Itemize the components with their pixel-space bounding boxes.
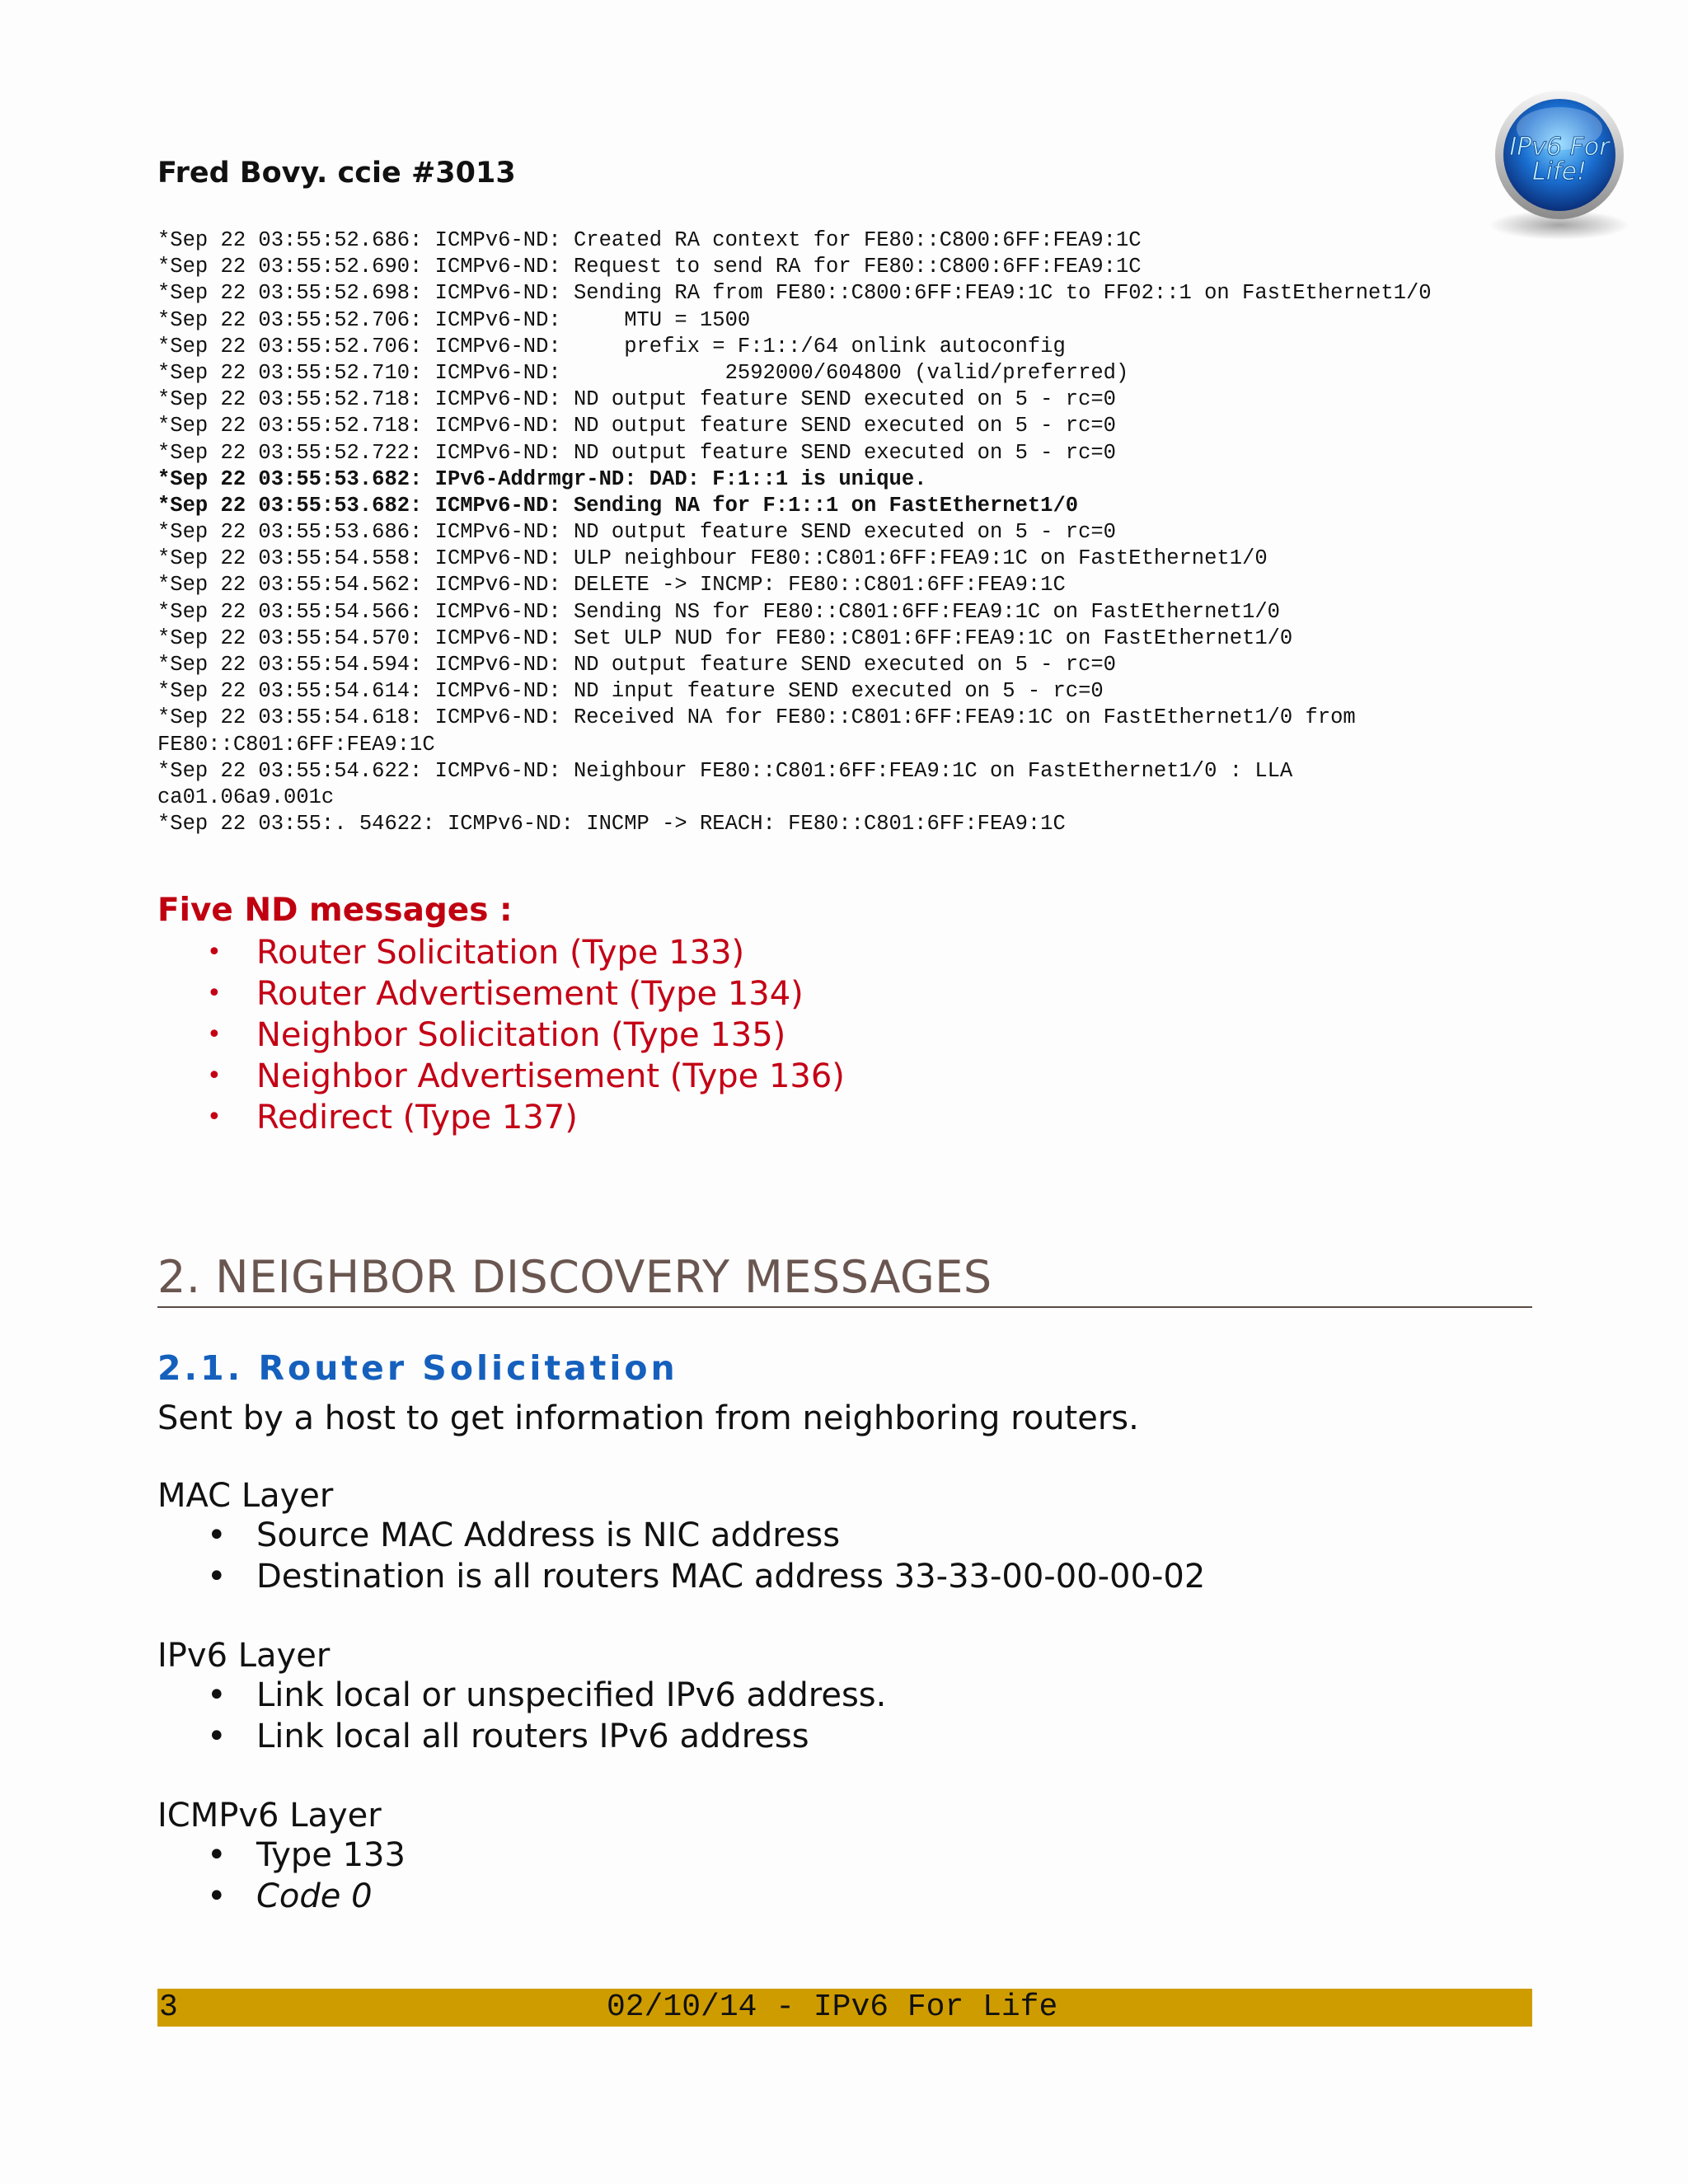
log-line: *Sep 22 03:55:53.682: ICMPv6-ND: Sending NA for F:1::1 on FastEthernet1/0 (157, 493, 1079, 518)
list-item-text: Type 133 (256, 1836, 406, 1874)
log-line: *Sep 22 03:55:54.566: ICMPv6-ND: Sending NS for FE80::C801:6FF:FEA9:1C on FastEthernet1/0 (157, 599, 1280, 624)
log-line: *Sep 22 03:55:52.718: ICMPv6-ND: ND output feature SEND executed on 5 - rc=0 (157, 387, 1116, 412)
list-item-text: Neighbor Solicitation (Type 135) (256, 1016, 786, 1054)
list-item-text: Link local or unspecified IPv6 address. (256, 1676, 887, 1714)
list-item (207, 1097, 845, 1138)
subsection-title: 2.1. Router Solicitation (157, 1348, 678, 1388)
log-line: *Sep 22 03:55:52.698: ICMPv6-ND: Sending RA from FE80::C800:6FF:FEA9:1C to FF02::1 on FastEthernet1/0 (157, 281, 1432, 306)
nd-messages-heading: Five ND messages : (157, 892, 513, 929)
log-line: *Sep 22 03:55:54.570: ICMPv6-ND: Set ULP NUD for FE80::C801:6FF:FEA9:1C on FastEthernet1/0 (157, 626, 1293, 650)
list-item-text: Destination is all routers MAC address 33-33-00-00-00-02 (256, 1558, 1206, 1596)
bullet-icon: • (207, 979, 222, 1008)
list-item (207, 1876, 406, 1917)
log-line: *Sep 22 03:55:52.722: ICMPv6-ND: ND output feature SEND executed on 5 - rc=0 (157, 440, 1116, 465)
list-item (207, 1056, 845, 1097)
bullet-icon: • (207, 1836, 227, 1874)
author-header: Fred Bovy. ccie #3013 (157, 157, 516, 190)
list-item-text: Redirect (Type 137) (256, 1099, 578, 1137)
list-item (207, 932, 845, 973)
logo-text-line1: IPv6 For (1509, 133, 1610, 162)
section-rule (157, 1306, 1532, 1308)
bullet-icon: • (207, 1558, 227, 1596)
log-line: *Sep 22 03:55:54.622: ICMPv6-ND: Neighbour FE80::C801:6FF:FEA9:1C on FastEthernet1/0 : LLA (157, 758, 1293, 783)
list-item (207, 1556, 1206, 1597)
log-line: *Sep 22 03:55:52.690: ICMPv6-ND: Request to send RA for FE80::C800:6FF:FEA9:1C (157, 255, 1142, 279)
footer-text: 02/10/14 - IPv6 For Life (607, 1990, 1058, 2025)
page-number: 3 (159, 1990, 178, 2025)
ipv6-layer-list (207, 1675, 887, 1757)
bullet-icon: • (207, 938, 222, 967)
nd-messages-list (207, 932, 845, 1138)
log-line: *Sep 22 03:55:52.718: ICMPv6-ND: ND output feature SEND executed on 5 - rc=0 (157, 414, 1116, 438)
log-line: *Sep 22 03:55:54.594: ICMPv6-ND: ND output feature SEND executed on 5 - rc=0 (157, 653, 1116, 677)
debug-log (157, 227, 1575, 837)
log-line: *Sep 22 03:55:54.618: ICMPv6-ND: Received NA for FE80::C801:6FF:FEA9:1C on FastEthernet1/0 from (157, 705, 1356, 730)
bullet-icon: • (207, 1062, 222, 1090)
ipv6-layer-label: IPv6 Layer (157, 1637, 331, 1675)
list-item (207, 973, 845, 1015)
log-line: *Sep 22 03:55:. 54622: ICMPv6-ND: INCMP -> REACH: FE80::C801:6FF:FEA9:1C (157, 812, 1066, 837)
log-line: *Sep 22 03:55:53.686: ICMPv6-ND: ND output feature SEND executed on 5 - rc=0 (157, 520, 1116, 545)
list-item-text: Router Solicitation (Type 133) (256, 934, 745, 972)
log-line: *Sep 22 03:55:54.562: ICMPv6-ND: DELETE -> INCMP: FE80::C801:6FF:FEA9:1C (157, 573, 1066, 598)
list-item-text: Source MAC Address is NIC address (256, 1516, 841, 1554)
log-line: *Sep 22 03:55:54.614: ICMPv6-ND: ND input feature SEND executed on 5 - rc=0 (157, 679, 1104, 704)
log-line: FE80::C801:6FF:FEA9:1C (157, 732, 435, 757)
subsection-intro: Sent by a host to get information from neighboring routers. (157, 1399, 1139, 1437)
list-item-text: Neighbor Advertisement (Type 136) (256, 1057, 845, 1095)
log-line: *Sep 22 03:55:52.686: ICMPv6-ND: Created RA context for FE80::C800:6FF:FEA9:1C (157, 228, 1142, 252)
list-item (207, 1015, 845, 1056)
list-item (207, 1835, 406, 1876)
bullet-icon: • (207, 1020, 222, 1049)
bullet-icon: • (207, 1676, 227, 1714)
log-line: *Sep 22 03:55:54.558: ICMPv6-ND: ULP neighbour FE80::C801:6FF:FEA9:1C on FastEthernet1/0 (157, 546, 1268, 571)
list-item (207, 1515, 1205, 1556)
log-line: *Sep 22 03:55:52.706: ICMPv6-ND: MTU = 1500 (157, 307, 751, 332)
icmpv6-layer-label: ICMPv6 Layer (157, 1797, 382, 1835)
list-item-text: Link local all routers IPv6 address (256, 1718, 809, 1755)
logo-text-line2: Life! (1531, 157, 1587, 186)
log-line: *Sep 22 03:55:53.682: IPv6-Addrmgr-ND: DAD: F:1::1 is unique. (157, 466, 927, 491)
log-line: *Sep 22 03:55:52.706: ICMPv6-ND: prefix = F:1::/64 onlink autoconfig (157, 334, 1066, 359)
list-item (207, 1675, 887, 1716)
mac-layer-list (207, 1515, 1206, 1597)
list-item-text: Router Advertisement (Type 134) (256, 975, 804, 1013)
icmpv6-layer-list (207, 1835, 406, 1917)
log-line: *Sep 22 03:55:52.710: ICMPv6-ND: 2592000/604800 (valid/preferred) (157, 360, 1129, 385)
list-item-text: Code 0 (256, 1877, 373, 1915)
bullet-icon: • (207, 1877, 227, 1915)
log-line: ca01.06a9.001c (157, 785, 335, 809)
bullet-icon: • (207, 1718, 227, 1755)
bullet-icon: • (207, 1516, 227, 1554)
bullet-icon: • (207, 1103, 222, 1132)
list-item (207, 1716, 886, 1757)
mac-layer-label: MAC Layer (157, 1477, 334, 1515)
footer-bar (157, 1989, 1532, 2027)
section-title: 2. NEIGHBOR DISCOVERY MESSAGES (157, 1251, 992, 1303)
